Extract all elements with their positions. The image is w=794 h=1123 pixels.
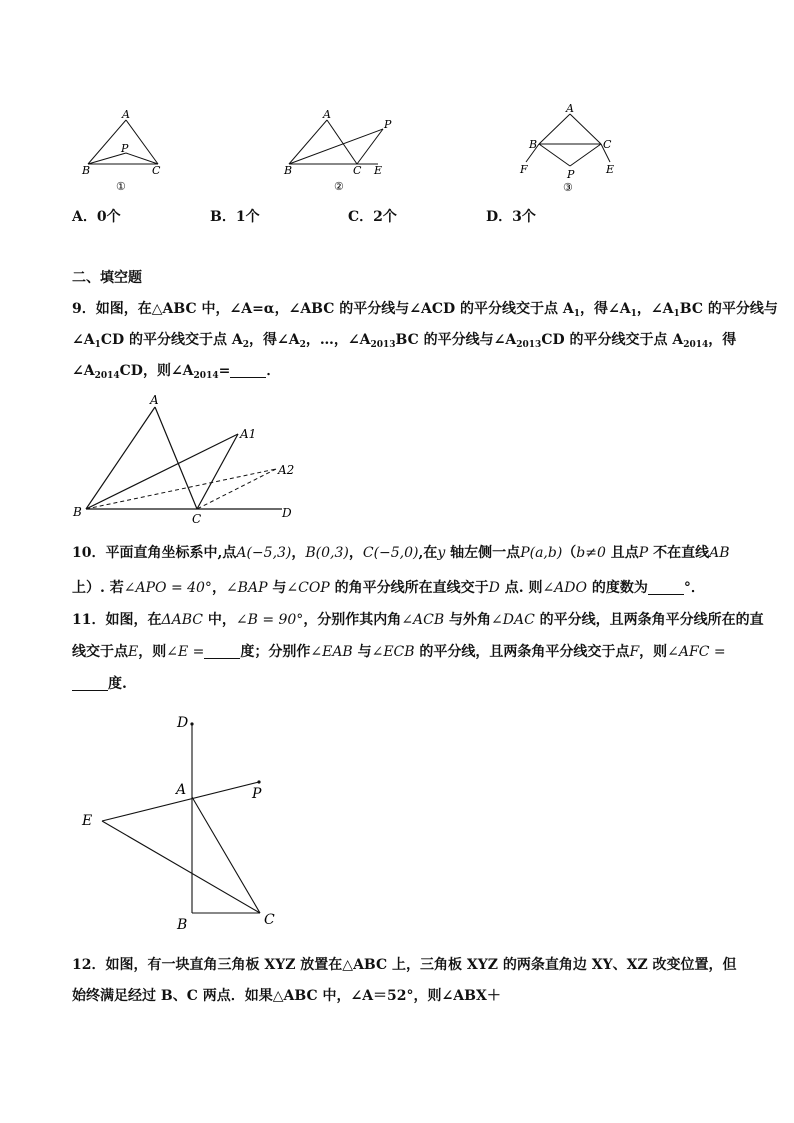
q11-line-2: 线交于点E，则∠E = 度；分别作∠EAB 与∠ECB 的平分线，且两条角平分线交于点F，则∠AFC =: [72, 644, 726, 660]
fig1-label-p: P: [121, 142, 129, 155]
section-title: 二、填空题: [72, 270, 142, 286]
q11-label-a: A: [176, 782, 187, 798]
figure-2: [280, 108, 400, 193]
q9-label-b: B: [73, 505, 82, 519]
q11-label-e: E: [82, 813, 93, 829]
figure-q11: [75, 710, 295, 935]
q11-label-b: B: [177, 917, 188, 933]
option-d: D．3个: [486, 209, 536, 225]
fig1-label-a: A: [122, 108, 130, 121]
fig1-label-c: C: [152, 164, 161, 177]
q9-label-a: A: [150, 393, 159, 407]
option-c: C．2个: [348, 209, 397, 225]
q12-line-1: 12．如图，有一块直角三角板 XYZ 放置在△ABC 上，三角板 XYZ 的两条直角边 XY、XZ 改变位置，但: [72, 957, 737, 973]
fig2-label-b: B: [284, 164, 293, 177]
q11-label-c: C: [264, 912, 275, 928]
option-a: A．0个: [72, 209, 121, 225]
fig3-label-f: F: [520, 163, 528, 176]
q11-line-1: 11．如图，在ΔABC 中，∠B = 90°，分别作其内角∠ACB 与外角∠DAC 的平分线，且两条角平分线所在的直: [72, 612, 764, 628]
fig3-label-e: E: [606, 163, 615, 176]
q10-answer-blank: [648, 580, 684, 595]
q11-line-3: 度.: [72, 674, 732, 694]
figure-3: [512, 100, 622, 195]
q9-line-2: $\angle A_1CD$ 的平分线交于点 $A_2$，得$\angle A_2$，…，$\angle A_{2013}BC$ 的平分线与$\angle A_{2013}CD$ 的平分线交于点 $A_{2014}$，得: [72, 332, 737, 350]
q10-line-2: 上）. 若∠APO = 40°，∠BAP 与∠COP 的角平分线所在直线交于D 点. 则∠ADO 的度数为 °．: [72, 580, 705, 596]
option-b: B．1个: [210, 209, 260, 225]
fig2-label-c: C: [353, 164, 362, 177]
q11-answer-blank-2: [72, 676, 108, 691]
q9-label-c: C: [192, 512, 202, 525]
q9-label-a2: A2: [278, 463, 295, 477]
fig2-label-e: E: [374, 164, 383, 177]
figure-q9: [70, 390, 300, 525]
fig2-caption: ②: [334, 180, 344, 193]
q9-line-1: 9．如图，在△ABC 中，∠A=α，∠ABC 的平分线与∠ACD 的平分线交于点 $A_1$，得$\angle A_1$，$\angle A_1BC$ 的平分线与: [72, 301, 778, 319]
fig3-label-c: C: [603, 138, 612, 151]
q9-line-3: $\angle A_{2014}CD$，则$\angle A_{2014}=$ ．: [72, 363, 281, 381]
q9-label-a1: A1: [240, 427, 257, 441]
fig3-label-p: P: [567, 168, 575, 181]
fig1-caption: ①: [116, 180, 126, 193]
q11-label-d: D: [177, 715, 189, 731]
q9-answer-blank: [230, 363, 266, 378]
fig3-label-b: B: [529, 138, 538, 151]
fig2-label-a: A: [323, 108, 331, 121]
fig1-label-b: B: [82, 164, 91, 177]
fig3-label-a: A: [566, 102, 574, 115]
q11-label-p: P: [252, 786, 262, 802]
figure-1: [78, 108, 168, 193]
fig2-label-p: P: [384, 118, 392, 131]
q9-label-d: D: [282, 506, 292, 520]
q12-line-2: 始终满足经过 B、C 两点．如果△ABC 中，∠A＝52°，则∠ABX＋: [72, 988, 501, 1004]
q10-line-1: 10．平面直角坐标系中,点A(−5,3)，B(0,3)，C(−5,0),在y 轴左侧一点P(a,b)（b≠0 且点P 不在直线AB: [72, 545, 730, 561]
fig3-caption: ③: [563, 181, 573, 194]
q11-answer-blank-1: [204, 644, 240, 659]
